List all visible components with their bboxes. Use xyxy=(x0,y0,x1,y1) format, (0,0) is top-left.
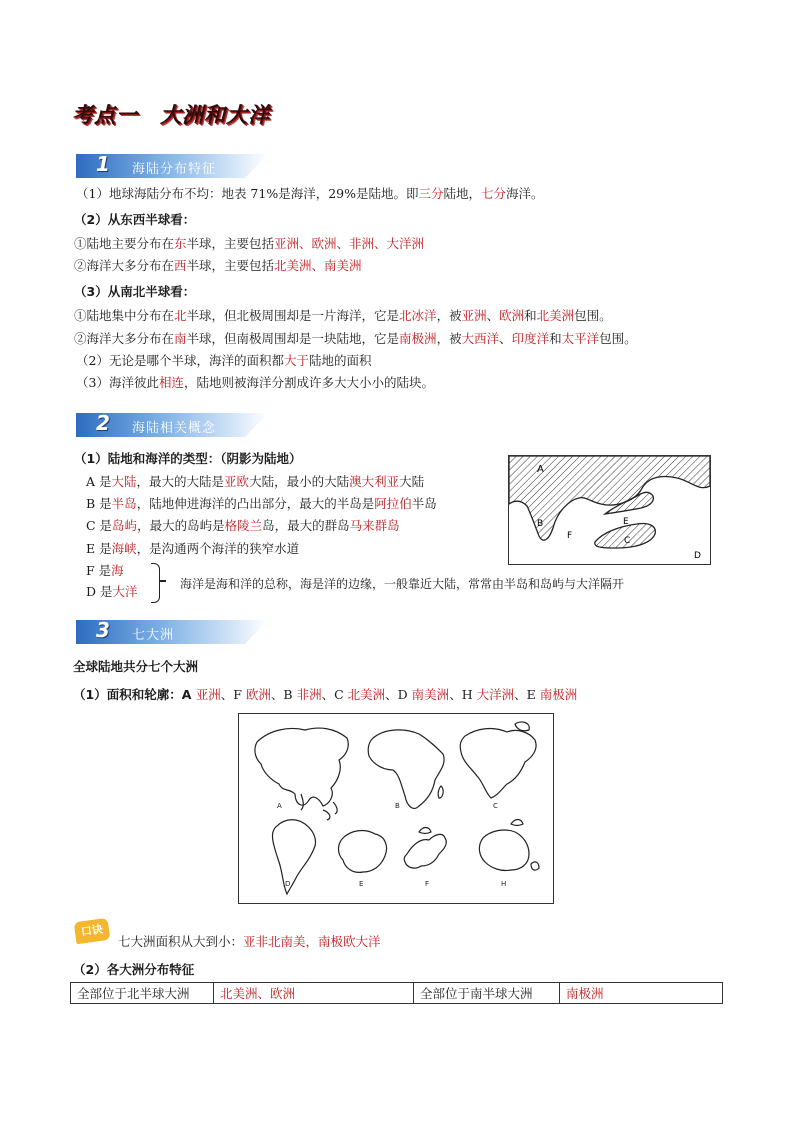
s2-line-e: E 是海峡，是沟通两个海洋的狭窄水道 xyxy=(86,541,300,556)
s1-line-6: ①陆地集中分布在北半球，但北极周围却是一片海洋，它是北冰洋，被亚洲、欧洲和北美洲包围。 xyxy=(74,308,612,323)
table-cell: 全部位于南半球大洲 xyxy=(414,983,560,1004)
table-cell: 南极洲 xyxy=(560,983,723,1004)
europe-outline xyxy=(404,834,446,868)
section-banner-1 xyxy=(76,154,268,178)
diagram-label-a: A xyxy=(537,464,544,475)
table-row xyxy=(71,983,723,1004)
brace-bracket xyxy=(151,563,160,603)
s2-heading: （1）陆地和海洋的类型：（阴影为陆地） xyxy=(74,451,302,466)
map-label-b: B xyxy=(395,802,400,810)
section-label: 海陆相关概念 xyxy=(132,421,217,436)
map-label-f: F xyxy=(425,880,430,888)
diagram-label-e: E xyxy=(623,517,629,527)
diagram-label-c: C xyxy=(624,536,631,546)
section-number: 3 xyxy=(96,618,110,642)
section-number: 2 xyxy=(96,411,110,435)
s2-line-f: F 是海 xyxy=(86,563,124,578)
diagram-label-b: B xyxy=(537,519,544,529)
antarctica-outline xyxy=(339,831,387,873)
continents-outline-map xyxy=(238,713,554,904)
section-label: 海陆分布特征 xyxy=(132,162,217,177)
s1-line-1: （1）地球海陆分布不均：地表 71%是海洋，29%是陆地。即三分陆地，七分海洋。 xyxy=(76,186,544,201)
diagram-label-f: F xyxy=(567,531,573,541)
map-label-e: E xyxy=(359,880,364,888)
s1-line-9: （3）海洋彼此相连，陆地则被海洋分割成许多大大小小的陆块。 xyxy=(76,375,434,390)
section-banner-2 xyxy=(76,413,268,437)
continent-distribution-table xyxy=(70,982,723,1004)
table-cell: 全部位于北半球大洲 xyxy=(71,983,214,1004)
s2-line-b: B 是半岛，陆地伸进海洋的凸出部分，最大的半岛是阿拉伯半岛 xyxy=(86,496,437,511)
land-sea-diagram xyxy=(508,455,711,565)
oceania-outline xyxy=(479,830,529,871)
s3-intro: 全球陆地共分七个大洲 xyxy=(73,659,199,674)
s3-dist-heading: （2）各大洲分布特征 xyxy=(73,962,195,977)
section-label: 七大洲 xyxy=(132,628,175,643)
s1-subheading-2: （2）从东西半球看： xyxy=(74,212,196,227)
s3-mnemonic: 七大洲面积从大到小：亚非北南美，南极欧大洋 xyxy=(118,934,381,949)
s3-area-line: （1）面积和轮廓：A 亚洲、F 欧洲、B 非洲、C 北美洲、D 南美洲、H 大洋洲、E 南极洲 xyxy=(73,687,578,702)
s1-line-8: （2）无论是哪个半球，海洋的面积都大于陆地的面积 xyxy=(76,353,372,368)
s2-line-c: C 是岛屿，最大的岛屿是格陵兰岛，最大的群岛马来群岛 xyxy=(86,518,400,533)
section-banner-3 xyxy=(76,620,268,644)
s2-line-d: D 是大洋 xyxy=(86,584,138,599)
table-cell: 北美洲、欧洲 xyxy=(214,983,414,1004)
map-label-h: H xyxy=(501,880,507,888)
map-label-c: C xyxy=(493,802,498,810)
diagram-label-d: D xyxy=(694,551,701,561)
s1-subheading-3: （3）从南北半球看： xyxy=(74,284,196,299)
africa-outline xyxy=(368,730,444,808)
s1-line-4: ②海洋大多分布在西半球，主要包括北美洲、南美洲 xyxy=(74,258,362,273)
s1-line-7: ②海洋大多分布在南半球，但南极周围却是一块陆地，它是南极洲，被大西洋、印度洋和太平洋包围。 xyxy=(74,331,637,346)
s1-line-3: ①陆地主要分布在东半球，主要包括亚洲、欧洲、非洲、大洋洲 xyxy=(74,236,425,251)
section-number: 1 xyxy=(96,152,110,176)
page-title: 考点一 大洲和大洋 xyxy=(72,103,270,127)
mnemonic-badge: 口诀 xyxy=(74,918,111,945)
south-america-outline xyxy=(272,820,315,894)
map-label-d: D xyxy=(285,880,291,888)
north-america-outline xyxy=(460,729,536,798)
s2-sea-ocean-note: 海洋是海和洋的总称，海是洋的边缘，一般靠近大陆，常常由半岛和岛屿与大洋隔开 xyxy=(180,577,625,591)
map-label-a: A xyxy=(277,802,282,810)
s2-line-a: A 是大陆，最大的大陆是亚欧大陆，最小的大陆澳大利亚大陆 xyxy=(86,474,425,489)
